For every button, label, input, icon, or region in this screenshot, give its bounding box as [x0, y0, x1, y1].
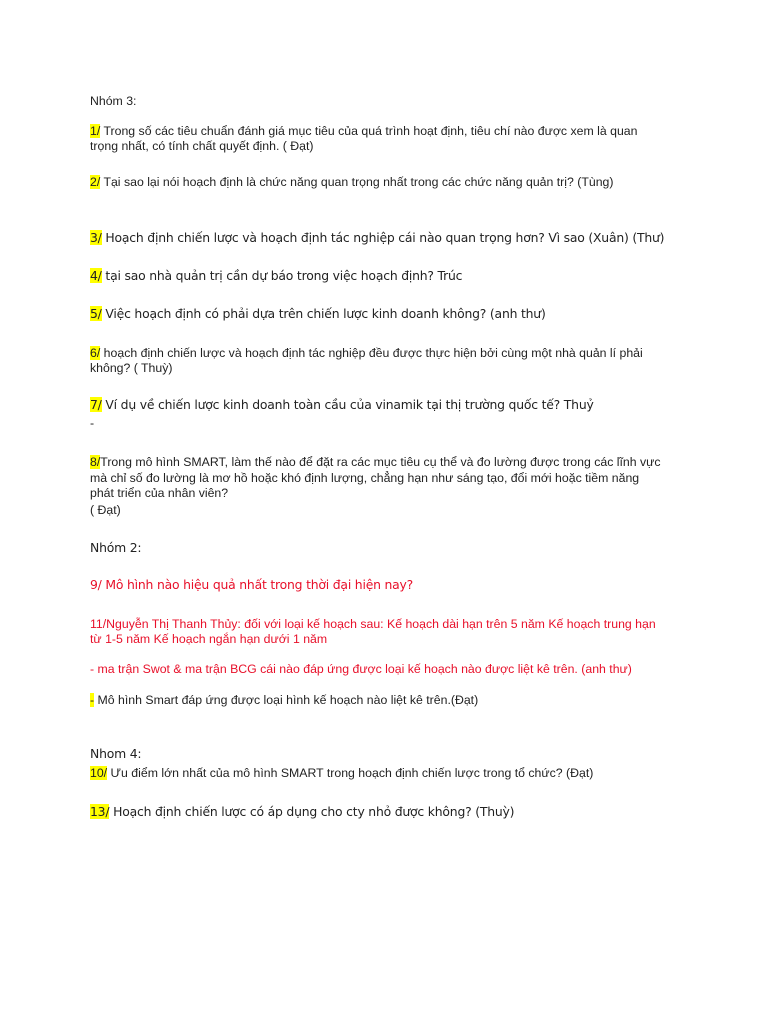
question-13: [90, 804, 514, 820]
question-11b: [90, 693, 478, 709]
question-text: Việc hoạch định có phải dựa trên chiến lược kinh doanh không? (anh thư): [101, 306, 546, 321]
question-9: 9/ Mô hình nào hiệu quả nhất trong thời đại hiện nay?: [90, 577, 414, 592]
dash: -: [90, 416, 95, 430]
question-6: [90, 346, 643, 362]
question-number: 13/: [90, 804, 110, 819]
question-number: 5/: [90, 306, 102, 321]
question-6-cont: không? ( Thuỳ): [90, 361, 173, 375]
question-7: [90, 397, 594, 413]
question-3: [90, 230, 664, 246]
question-number: 8/: [90, 455, 101, 469]
question-2: [90, 175, 614, 191]
question-number: 10/: [90, 766, 108, 780]
question-8-cont: mà chỉ số đo lường là mơ hồ hoặc khó định lượng, chẳng hạn như sáng tạo, đổi mới hoặc tiềm năng: [90, 471, 640, 485]
question-5: [90, 306, 546, 322]
group4-heading: Nhom 4:: [90, 746, 142, 761]
question-number: 1/: [90, 124, 101, 138]
group2-heading: Nhóm 2:: [90, 540, 142, 555]
question-8: [90, 455, 661, 471]
question-text: Tại sao lại nói hoạch định là chức năng quan trọng nhất trong các chức năng quản trị? (Tùng): [100, 175, 614, 189]
question-8-cont: phát triển của nhân viên?: [90, 486, 229, 500]
question-number: 7/: [90, 397, 102, 412]
question-1-cont: trọng nhất, có tính chất quyết định. ( Đạt): [90, 139, 314, 153]
question-text: Mô hình Smart đáp ứng được loại hình kế hoạch nào liệt kê trên.(Đạt): [94, 693, 479, 707]
question-11: 11/Nguyễn Thị Thanh Thủy: đối với loại kế hoạch sau: Kế hoạch dài hạn trên 5 năm Kế hoạch trung hạn: [90, 617, 656, 631]
question-text: Trong số các tiêu chuẩn đánh giá mục tiêu của quá trình hoạt định, tiêu chí nào được xem là quan: [100, 124, 638, 138]
group3-heading: Nhóm 3:: [90, 94, 137, 108]
question-11-cont: từ 1-5 năm Kế hoạch ngắn hạn dưới 1 năm: [90, 632, 328, 646]
question-number: 3/: [90, 230, 102, 245]
question-text: Hoạch định chiến lược và hoạch định tác nghiệp cái nào quan trọng hơn? Vì sao (Xuân) (Thư): [101, 230, 665, 245]
question-text: hoạch định chiến lược và hoạch định tác nghiệp đều được thực hiện bởi cùng một nhà quản lí phải: [100, 346, 643, 360]
bullet: -: [90, 693, 95, 707]
question-number: 2/: [90, 175, 101, 189]
question-text: Hoạch định chiến lược có áp dụng cho cty nhỏ được không? (Thuỳ): [109, 804, 515, 819]
question-text: tại sao nhà quản trị cần dự báo trong việc hoạch định? Trúc: [101, 268, 463, 283]
question-number: 4/: [90, 268, 102, 283]
question-4: [90, 268, 462, 284]
question-text: Ví dụ về chiến lược kinh doanh toàn cầu của vinamik tại thị trường quốc tế? Thuỷ: [101, 397, 594, 412]
question-11a: - ma trận Swot & ma trận BCG cái nào đáp ứng được loại kế hoạch nào được liệt kê trên. (anh thư): [90, 662, 632, 676]
question-8-author: ( Đạt): [90, 503, 121, 517]
question-text: Ưu điểm lớn nhất của mô hình SMART trong hoạch định chiến lược trong tổ chức? (Đạt): [107, 766, 594, 780]
question-10: [90, 766, 593, 782]
question-text: Trong mô hình SMART, làm thế nào để đặt ra các mục tiêu cụ thể và đo lường được trong các lĩnh vực: [100, 455, 661, 469]
question-1: [90, 124, 637, 140]
question-number: 6/: [90, 346, 101, 360]
